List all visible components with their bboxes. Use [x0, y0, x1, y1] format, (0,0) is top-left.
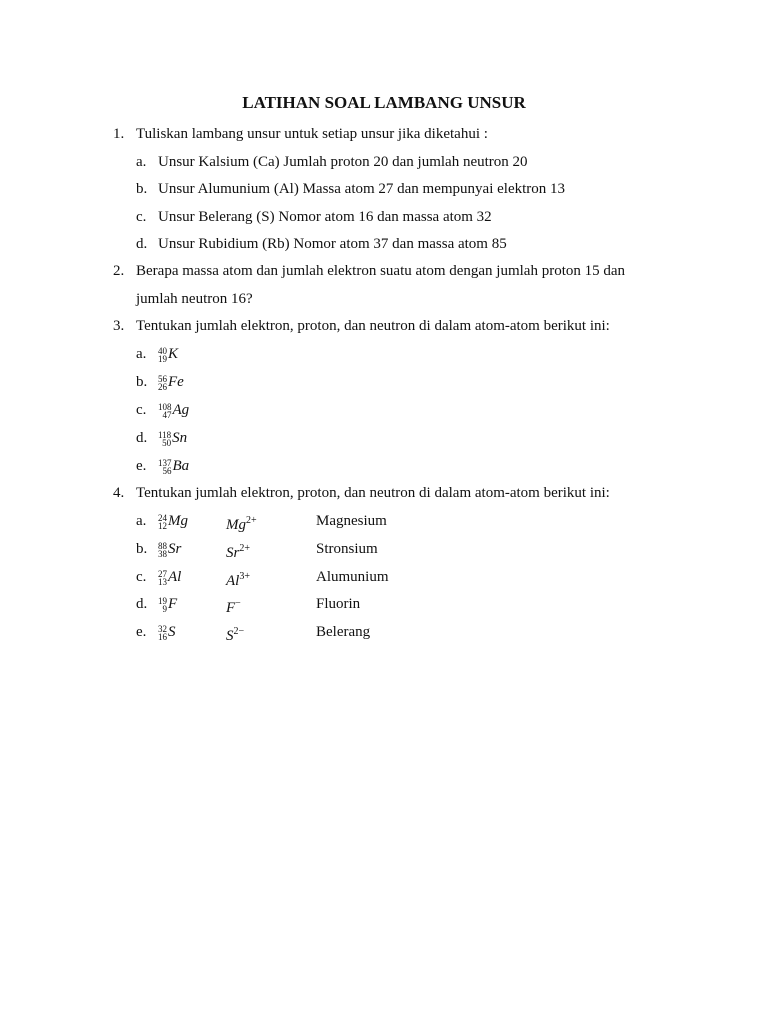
mass-number: 24 — [158, 512, 167, 523]
ion-notation — [226, 567, 250, 591]
element-symbol: Sn — [172, 430, 188, 446]
element-name: Belerang — [316, 624, 371, 640]
element-symbol: Fe — [168, 374, 184, 390]
ion-notation — [226, 622, 244, 646]
list-item — [0, 400, 190, 420]
isotope-notation — [158, 458, 189, 474]
isotope-notation — [158, 374, 184, 390]
element-symbol: Ag — [172, 402, 190, 418]
element-symbol: Al — [168, 569, 182, 585]
element-name: Stronsium — [316, 541, 378, 557]
isotope-notation — [158, 402, 189, 418]
mass-number: 27 — [158, 568, 167, 579]
list-item — [0, 344, 179, 364]
isotope-notation — [158, 346, 178, 362]
question-number: 3. — [113, 318, 125, 334]
ion-symbol: F — [226, 600, 236, 616]
isotope-notation — [158, 624, 176, 640]
question-number: 1. — [113, 126, 125, 142]
ion-notation — [226, 594, 241, 618]
item-label: a. — [136, 513, 147, 529]
element-symbol: Sr — [168, 541, 182, 557]
list-item — [0, 456, 190, 476]
element-symbol: S — [168, 624, 176, 640]
isotope-notation — [158, 569, 181, 585]
item-text: Unsur Belerang (S) Nomor atom 16 dan massa atom 32 — [158, 209, 492, 225]
question-text: jumlah neutron 16? — [136, 291, 253, 307]
element-name: Fluorin — [316, 596, 361, 612]
item-label: b. — [136, 374, 148, 390]
item-text: Unsur Kalsium (Ca) Jumlah proton 20 dan jumlah neutron 20 — [158, 154, 528, 170]
atomic-number: 38 — [158, 548, 167, 559]
item-label: e. — [136, 624, 147, 640]
item-label: a. — [136, 154, 147, 170]
mass-number: 108 — [158, 401, 172, 412]
atomic-number: 47 — [162, 409, 172, 420]
item-label: b. — [136, 181, 148, 197]
list-item — [0, 428, 188, 448]
item-label: d. — [136, 596, 148, 612]
atomic-number: 12 — [158, 520, 167, 531]
element-name: Magnesium — [316, 513, 387, 529]
mass-number: 40 — [158, 345, 167, 356]
isotope-notation — [158, 513, 188, 529]
ion-charge: 2+ — [239, 543, 250, 554]
ion-symbol: Sr — [226, 545, 240, 561]
list-item — [0, 622, 371, 644]
atomic-number: 13 — [158, 576, 167, 587]
element-symbol: Ba — [172, 458, 190, 474]
ion-charge: − — [235, 598, 241, 609]
question-text: Tuliskan lambang unsur untuk setiap unsur jika diketahui : — [136, 126, 488, 142]
list-item — [0, 567, 389, 589]
atomic-number: 16 — [158, 631, 167, 642]
mass-number: 56 — [158, 373, 167, 384]
ion-charge: 3+ — [239, 571, 250, 582]
mass-number: 118 — [158, 429, 172, 440]
item-text: Unsur Rubidium (Rb) Nomor atom 37 dan massa atom 85 — [158, 236, 507, 252]
mass-number: 19 — [158, 595, 167, 606]
list-item — [0, 372, 184, 392]
ion-charge: 2− — [233, 626, 245, 637]
element-symbol: K — [168, 346, 179, 362]
atomic-number: 50 — [162, 437, 172, 448]
mass-number: 32 — [158, 623, 167, 634]
item-label: b. — [136, 541, 148, 557]
ion-symbol: Al — [226, 573, 240, 589]
ion-symbol: Mg — [226, 517, 246, 533]
ion-notation — [226, 539, 250, 563]
element-symbol: Mg — [168, 513, 188, 529]
item-label: a. — [136, 346, 147, 362]
item-text: Unsur Alumunium (Al) Massa atom 27 dan mempunyai elektron 13 — [158, 181, 566, 197]
atomic-number: 26 — [158, 381, 167, 392]
question-text: Tentukan jumlah elektron, proton, dan neutron di dalam atom-atom berikut ini: — [136, 485, 610, 501]
atomic-number: 19 — [158, 353, 167, 364]
item-label: c. — [136, 209, 147, 225]
ion-charge: 2+ — [246, 515, 257, 526]
item-label: e. — [136, 458, 147, 474]
item-label: c. — [136, 402, 147, 418]
mass-number: 137 — [158, 457, 172, 468]
mass-number: 88 — [158, 540, 167, 551]
question-number: 2. — [113, 263, 125, 279]
item-label: d. — [136, 430, 148, 446]
item-label: c. — [136, 569, 147, 585]
list-item — [0, 511, 387, 533]
list-item — [0, 594, 361, 616]
isotope-notation — [158, 596, 177, 612]
isotope-notation — [158, 541, 181, 557]
element-symbol: F — [168, 596, 178, 612]
element-name: Alumunium — [316, 569, 389, 585]
page-title: LATIHAN SOAL LAMBANG UNSUR — [242, 93, 526, 112]
question-text: Berapa massa atom dan jumlah elektron suatu atom dengan jumlah proton 15 dan — [136, 263, 626, 279]
atomic-number: 56 — [162, 465, 172, 476]
question-number: 4. — [113, 485, 125, 501]
atomic-number: 9 — [162, 603, 167, 614]
ion-notation — [226, 511, 257, 535]
isotope-notation — [158, 430, 187, 446]
ion-symbol: S — [226, 628, 234, 644]
item-label: d. — [136, 236, 148, 252]
list-item — [0, 539, 378, 561]
question-text: Tentukan jumlah elektron, proton, dan neutron di dalam atom-atom berikut ini: — [136, 318, 610, 334]
